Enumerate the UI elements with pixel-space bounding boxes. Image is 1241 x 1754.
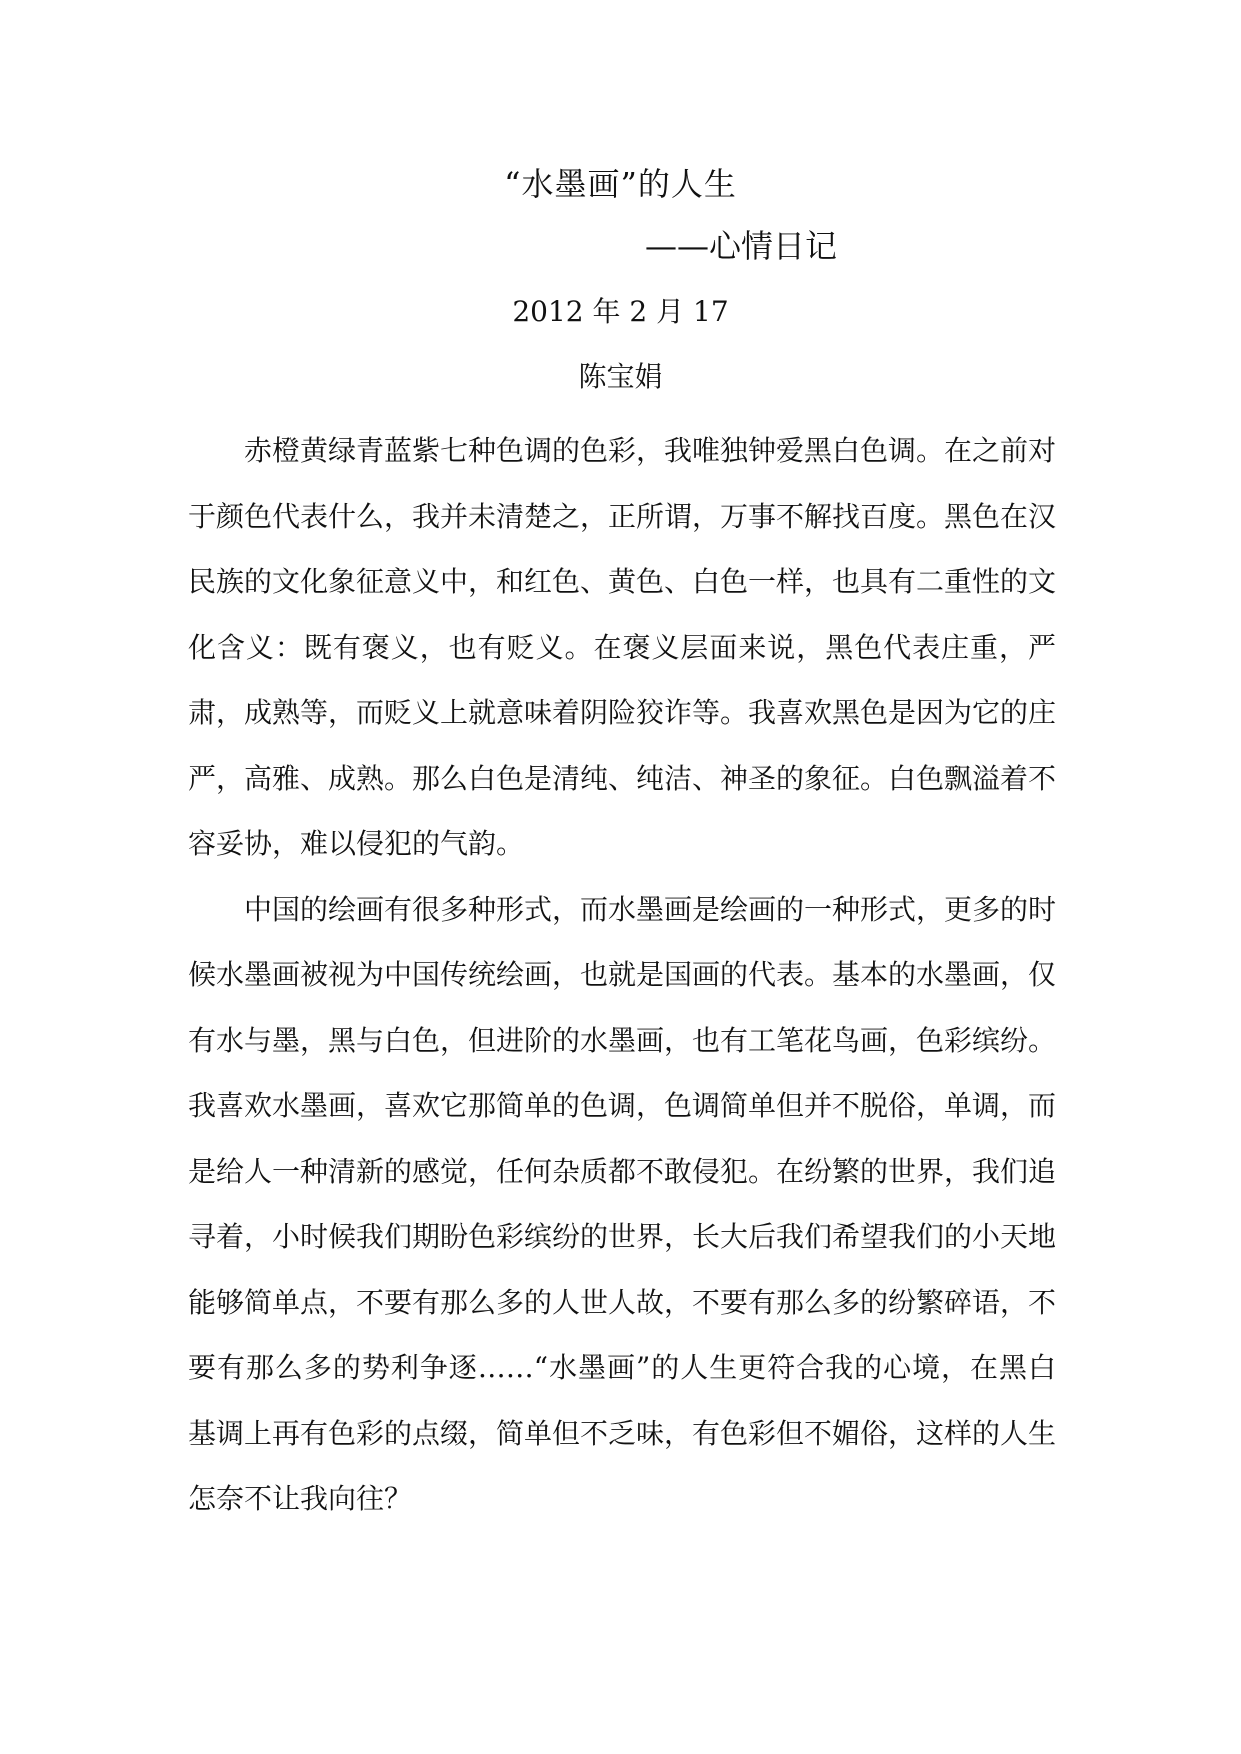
document-body xyxy=(188,418,1056,1532)
paragraph-2: 中国的绘画有很多种形式，而水墨画是绘画的一种形式，更多的时候水墨画被视为中国传统绘画，也就是国画的代表。基本的水墨画，仅有水与墨，黑与白色，但进阶的水墨画，也有工笔花鸟画，色彩缤纷。我喜欢水墨画，喜欢它那简单的色调，色调简单但并不脱俗，单调，而是给人一种清新的感觉，任何杂质都不敢侵犯。在纷繁的世界，我们追寻着，小时候我们期盼色彩缤纷的世界，长大后我们希望我们的小天地能够简单点，不要有那么多的人世人故，不要有那么多的纷繁碎语，不要有那么多的势利争逐……“水墨画”的人生更符合我的心境，在黑白基调上再有色彩的点缀，简单但不乏味，有色彩但不媚俗，这样的人生怎奈不让我向往？ xyxy=(188,892,1057,1515)
document-subtitle: ——心情日记 xyxy=(645,227,838,265)
document-date: 2012 年 2 月 17 xyxy=(512,295,729,328)
document-author: 陈宝娟 xyxy=(578,360,663,393)
paragraph-1: 赤橙黄绿青蓝紫七种色调的色彩，我唯独钟爱黑白色调。在之前对于颜色代表什么，我并未清楚之，正所谓，万事不解找百度。黑色在汉民族的文化象征意义中，和红色、黄色、白色一样，也具有二重性的文化含义：既有褒义，也有贬义。在褒义层面来说，黑色代表庄重，严肃，成熟等，而贬义上就意味着阴险狡诈等。我喜欢黑色是因为它的庄严，高雅、成熟。那么白色是清纯、纯洁、神圣的象征。白色飘溢着不容妥协，难以侵犯的气韵。 xyxy=(188,434,1057,860)
document-title: “水墨画”的人生 xyxy=(504,165,737,203)
